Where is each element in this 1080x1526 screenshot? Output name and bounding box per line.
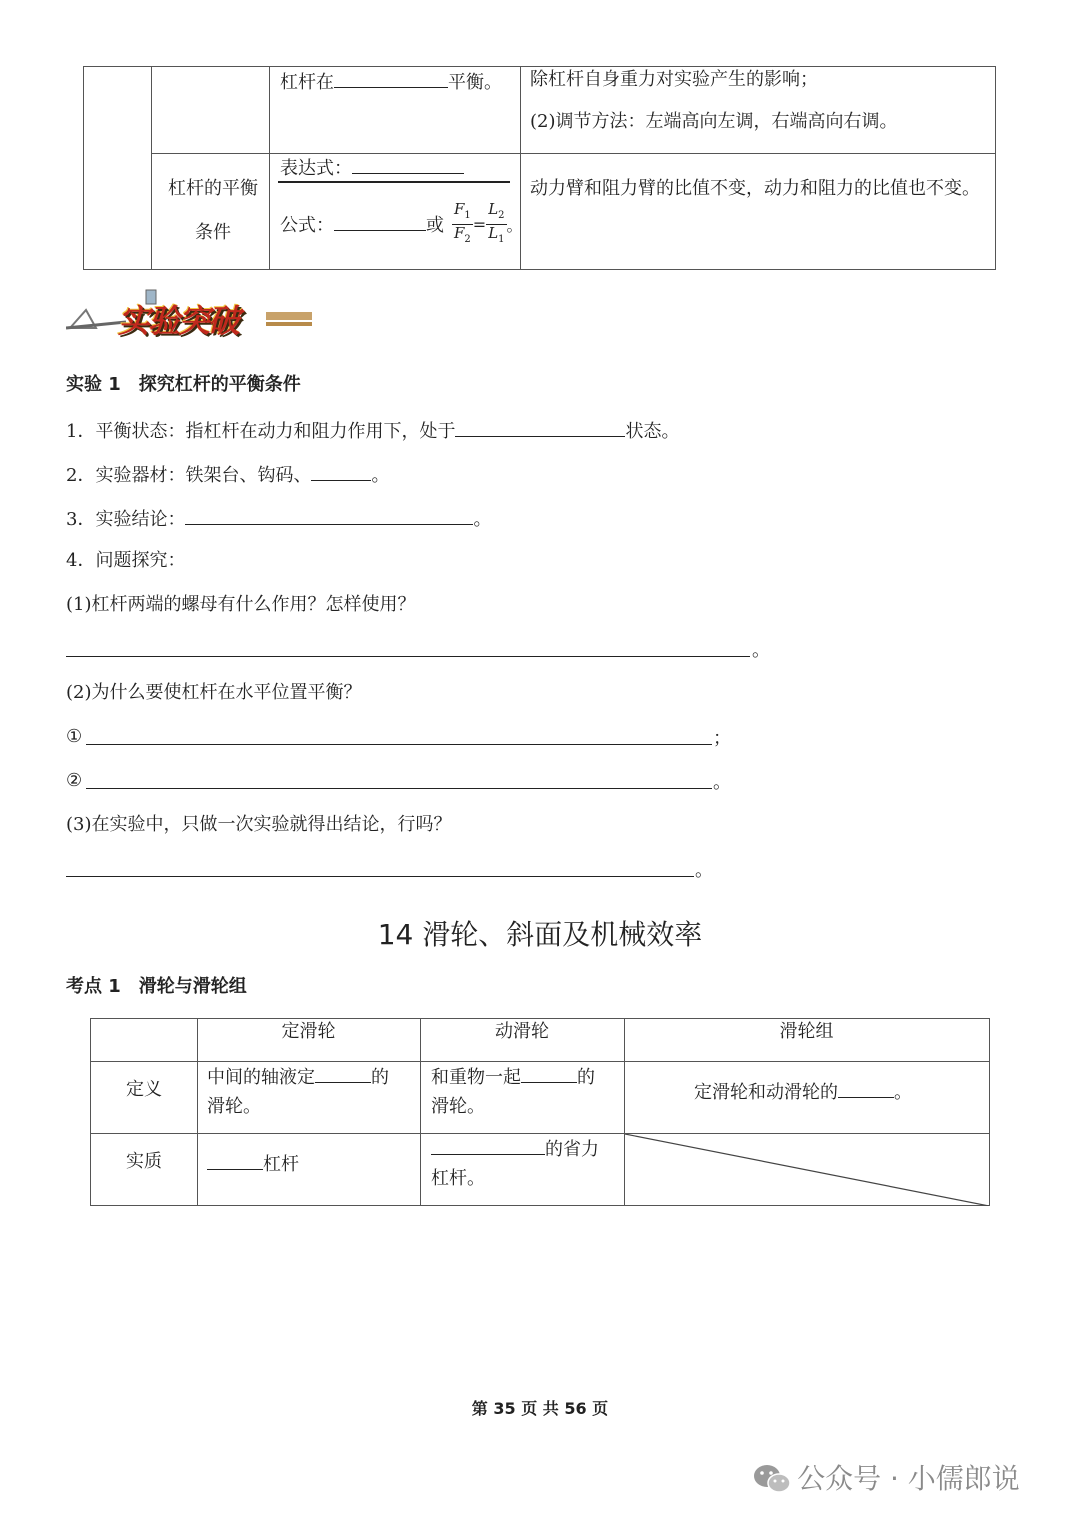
answer-line (66, 876, 694, 877)
weight-effect-text: 除杠杆自身重力对实验产生的影响； (530, 69, 818, 90)
answer-line (86, 788, 712, 789)
ratio-formula: $\frac{F_1}{F_2}$ = $\frac{L_2}{L_1}$ 。 (454, 200, 523, 245)
wechat-icon (752, 1462, 792, 1496)
answer-end-mark: 。 (695, 860, 713, 881)
question-4: 4．问题探究： (66, 550, 186, 571)
ratio-note-text: 动力臂和阻力臂的比值不变，动力和阻力的比值也不变。 (530, 178, 980, 199)
top-table (83, 66, 996, 270)
definition-fixed: 中间的轴液定 的 滑轮。 (207, 1063, 389, 1121)
adjust-method-text: (2)调节方法：左端高向左调，右端高向右调。 (530, 111, 898, 132)
circled-2: ② (66, 770, 83, 791)
answer-end-mark: ； (713, 728, 731, 749)
watermark-text: 公众号 · 小儒郎说 (797, 1462, 1020, 1495)
sub-question-1: (1)杠杆两端的螺母有什么作用？怎样使用？ (66, 594, 416, 615)
watermark (752, 1462, 1020, 1496)
lever-balance-text: 杠杆在 平衡。 (280, 69, 502, 94)
header-pulley-block: 滑轮组 (779, 1021, 834, 1042)
definition-movable: 和重物一起 的 滑轮。 (431, 1063, 595, 1121)
circled-1: ① (66, 726, 83, 747)
essence-label: 实质 (126, 1151, 162, 1172)
diagonal-line (625, 1134, 989, 1206)
question-3: 3．实验结论： 。 (66, 506, 491, 531)
question-1: 1．平衡状态：指杠杆在动力和阻力作用下，处于 状态。 (66, 418, 679, 443)
definition-block: 定滑轮和动滑轮的 。 (694, 1079, 912, 1104)
banner-title: 实验突破 (118, 302, 239, 340)
experiment-title: 实验 1 探究杠杆的平衡条件 (66, 374, 301, 395)
question-2: 2．实验器材：铁架台、钩码、 。 (66, 462, 389, 487)
header-movable-pulley: 动滑轮 (495, 1021, 549, 1042)
experiment-banner (66, 284, 316, 346)
answer-line (86, 744, 712, 745)
sub-question-3: (3)在实验中，只做一次实验就得出结论，行吗？ (66, 814, 452, 835)
sub-question-2: (2)为什么要使杠杆在水平位置平衡？ (66, 682, 362, 703)
answer-end-mark: 。 (752, 640, 770, 661)
formula-text: 公式： 或 (280, 212, 444, 237)
pulley-table (90, 1018, 990, 1206)
page-number: 第 35 页 共 56 页 (471, 1399, 609, 1418)
balance-condition-label: 杠杆的平衡条件 (168, 178, 258, 243)
expression-text: 表达式： (280, 155, 464, 180)
answer-end-mark: 。 (713, 772, 731, 793)
essence-fixed: 杠杆 (207, 1151, 299, 1176)
answer-line (66, 656, 750, 657)
header-fixed-pulley: 定滑轮 (281, 1021, 336, 1042)
chapter-title: 14 滑轮、斜面及机械效率 (377, 918, 703, 951)
exam-point-title: 考点 1 滑轮与滑轮组 (66, 976, 247, 997)
essence-movable: 的省力 杠杆。 (431, 1135, 599, 1193)
definition-label: 定义 (126, 1079, 162, 1100)
